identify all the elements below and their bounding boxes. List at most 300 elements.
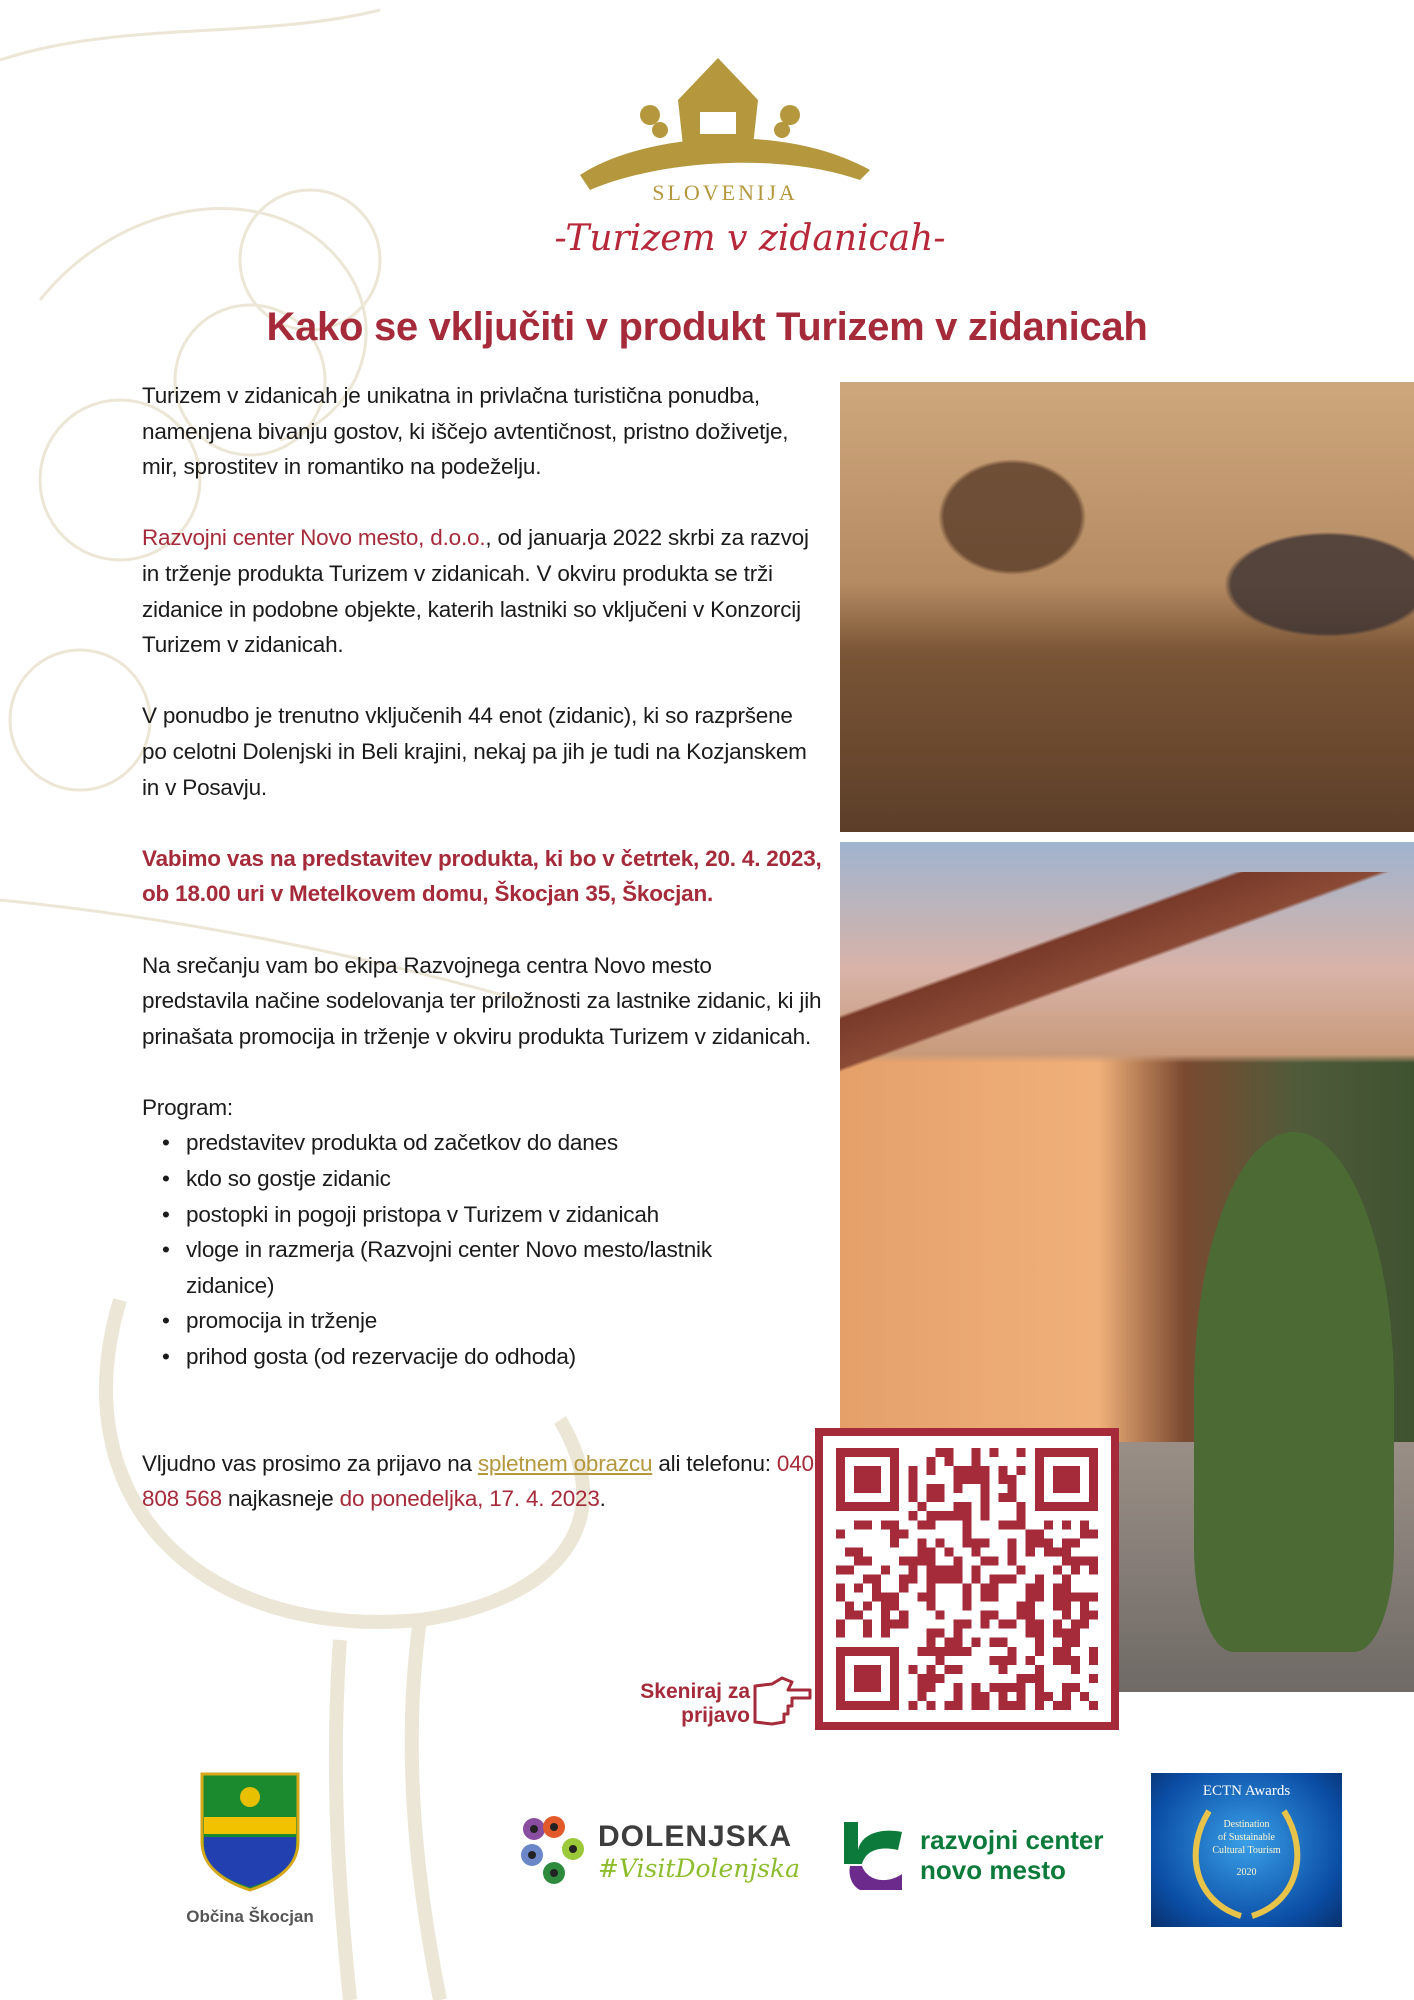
qr-module [863, 1665, 872, 1674]
qr-module [944, 1647, 953, 1656]
qr-module [926, 1520, 935, 1529]
program-item: • promocija in trženje [142, 1303, 822, 1339]
qr-module [881, 1448, 890, 1457]
qr-module [908, 1475, 917, 1484]
qr-module [926, 1602, 935, 1611]
qr-module [854, 1484, 863, 1493]
qr-module [1053, 1502, 1062, 1511]
qr-module [953, 1701, 962, 1710]
qr-module [990, 1574, 999, 1583]
qr-module [981, 1611, 990, 1620]
qr-module [1017, 1502, 1026, 1511]
qr-module [890, 1602, 899, 1611]
qr-module [890, 1466, 899, 1475]
qr-module [1062, 1683, 1071, 1692]
qr-module [890, 1665, 899, 1674]
organizer-text: , od januarja 2022 skrbi za razvoj in trženje produkta Turizem v zidanicah. V okviru produkta se trži zidanice in podobne objekte, katerih lastniki so vključeni v Konzorcij Turizem v zidanicah. [142, 525, 809, 658]
qr-module [1017, 1692, 1026, 1701]
signup-text: Vljudno vas prosimo za prijavo na [142, 1450, 478, 1476]
qr-module [953, 1565, 962, 1574]
qr-module [908, 1484, 917, 1493]
program-list [142, 1125, 822, 1374]
qr-module [872, 1484, 881, 1493]
qr-module [926, 1511, 935, 1520]
qr-module [836, 1656, 845, 1665]
qr-module [1080, 1529, 1089, 1538]
qr-module [1017, 1565, 1026, 1574]
qr-module [944, 1665, 953, 1674]
qr-module [863, 1574, 872, 1583]
qr-module [890, 1674, 899, 1683]
qr-module [981, 1493, 990, 1502]
qr-module [953, 1475, 962, 1484]
qr-module [881, 1701, 890, 1710]
qr-module [962, 1511, 971, 1520]
qr-module [1062, 1520, 1071, 1529]
qr-module [1062, 1466, 1071, 1475]
qr-module [836, 1620, 845, 1629]
qr-module [836, 1466, 845, 1475]
qr-module [1008, 1475, 1017, 1484]
rc-wordmark-line: novo mesto [920, 1855, 1066, 1885]
qr-module [1008, 1683, 1017, 1692]
qr-module [990, 1638, 999, 1647]
qr-module [872, 1475, 881, 1484]
qr-module [1062, 1611, 1071, 1620]
qr-module [1035, 1529, 1044, 1538]
qr-module [999, 1574, 1008, 1583]
qr-module [1062, 1584, 1071, 1593]
qr-module [1053, 1565, 1062, 1574]
dolenjska-wordmark: DOLENJSKA [598, 1819, 793, 1853]
qr-module [872, 1665, 881, 1674]
turizem-v-zidanicah-logo [500, 40, 1000, 270]
qr-module [962, 1647, 971, 1656]
qr-module [908, 1574, 917, 1583]
qr-module [999, 1665, 1008, 1674]
qr-module [953, 1502, 962, 1511]
qr-module [962, 1529, 971, 1538]
organizer-paragraph [142, 520, 822, 662]
qr-module [863, 1475, 872, 1484]
qr-module [881, 1565, 890, 1574]
qr-module [845, 1602, 854, 1611]
qr-module [854, 1611, 863, 1620]
qr-module [926, 1701, 935, 1710]
program-item: • vloge in razmerja (Razvojni center Novo mesto/lastnik zidanice) [142, 1232, 802, 1303]
qr-module [1026, 1674, 1035, 1683]
qr-module [1035, 1457, 1044, 1466]
scan-to-register-label [600, 1680, 750, 1728]
qr-module [917, 1692, 926, 1701]
qr-module [1071, 1656, 1080, 1665]
program-item: • prihod gosta (od rezervacije do odhoda) [142, 1339, 822, 1375]
rc-wordmark-line: razvojni center [920, 1825, 1104, 1855]
qr-module [836, 1448, 845, 1457]
qr-module [1035, 1593, 1044, 1602]
qr-module [1053, 1656, 1062, 1665]
qr-module [1044, 1502, 1053, 1511]
qr-module [890, 1484, 899, 1493]
phone-number: 040 808 568 [142, 1450, 814, 1512]
qr-module [990, 1448, 999, 1457]
qr-module [908, 1511, 917, 1520]
qr-module [935, 1511, 944, 1520]
qr-module [1080, 1620, 1089, 1629]
qr-module [1053, 1593, 1062, 1602]
qr-module [1062, 1692, 1071, 1701]
signup-text: . [599, 1486, 606, 1512]
qr-module [1089, 1475, 1098, 1484]
qr-module [926, 1647, 935, 1656]
qr-module [1035, 1647, 1044, 1656]
qr-module [962, 1602, 971, 1611]
qr-module [917, 1683, 926, 1692]
qr-module [872, 1593, 881, 1602]
qr-module [1062, 1602, 1071, 1611]
qr-module [1062, 1647, 1071, 1656]
qr-module [990, 1683, 999, 1692]
skocjan-coat-of-arms-icon [200, 1772, 300, 1892]
qr-module [845, 1647, 854, 1656]
qr-module [890, 1457, 899, 1466]
qr-module [854, 1584, 863, 1593]
qr-module [1080, 1611, 1089, 1620]
qr-module [1089, 1593, 1098, 1602]
rc-monogram-icon [840, 1820, 904, 1890]
qr-module [854, 1674, 863, 1683]
qr-module [1080, 1502, 1089, 1511]
qr-module [1017, 1611, 1026, 1620]
qr-module [953, 1683, 962, 1692]
qr-module [981, 1511, 990, 1520]
qr-module [1026, 1529, 1035, 1538]
qr-module [972, 1574, 981, 1583]
qr-module [890, 1493, 899, 1502]
qr-module [972, 1565, 981, 1574]
qr-module [908, 1701, 917, 1710]
qr-module [1080, 1448, 1089, 1457]
qr-module [1017, 1602, 1026, 1611]
qr-module [944, 1701, 953, 1710]
program-item: • postopki in pogoji pristopa v Turizem v zidanicah [142, 1197, 822, 1233]
qr-module [836, 1665, 845, 1674]
signup-form-link[interactable]: spletnem obrazcu [477, 1450, 653, 1476]
qr-module [981, 1538, 990, 1547]
qr-module [926, 1547, 935, 1556]
qr-module [1035, 1665, 1044, 1674]
laurel-wreath-icon [1179, 1801, 1314, 1921]
qr-module [890, 1647, 899, 1656]
qr-module [1089, 1611, 1098, 1620]
qr-module [926, 1665, 935, 1674]
qr-module [1035, 1493, 1044, 1502]
qr-module [1089, 1556, 1098, 1565]
qr-module [926, 1683, 935, 1692]
qr-module [1089, 1493, 1098, 1502]
qr-module [972, 1701, 981, 1710]
qr-module [926, 1556, 935, 1565]
qr-module [881, 1620, 890, 1629]
qr-module [981, 1620, 990, 1629]
qr-module [890, 1520, 899, 1529]
qr-module [836, 1584, 845, 1593]
qr-module [926, 1466, 935, 1475]
qr-module [1044, 1547, 1053, 1556]
qr-module [999, 1701, 1008, 1710]
qr-module [935, 1538, 944, 1547]
qr-module [1017, 1511, 1026, 1520]
qr-module [1026, 1656, 1035, 1665]
qr-module [935, 1611, 944, 1620]
qr-module [999, 1475, 1008, 1484]
qr-module [1026, 1538, 1035, 1547]
qr-module [854, 1556, 863, 1565]
ectn-line: of Sustainable [1218, 1832, 1275, 1843]
qr-module [972, 1638, 981, 1647]
program-label: Program: [142, 1094, 233, 1120]
qr-module [926, 1493, 935, 1502]
qr-module [944, 1448, 953, 1457]
qr-module [1062, 1593, 1071, 1602]
qr-module [1089, 1457, 1098, 1466]
qr-module [881, 1629, 890, 1638]
qr-module [890, 1448, 899, 1457]
qr-module [1089, 1529, 1098, 1538]
qr-module [1035, 1674, 1044, 1683]
qr-module [899, 1556, 908, 1565]
qr-module [962, 1538, 971, 1547]
qr-module [890, 1502, 899, 1511]
qr-module [854, 1466, 863, 1475]
qr-module [863, 1674, 872, 1683]
scan-label-line: Skeniraj za [640, 1680, 750, 1703]
qr-module [981, 1466, 990, 1475]
qr-module [1062, 1475, 1071, 1484]
qr-module [1035, 1574, 1044, 1583]
main-text-column [142, 378, 822, 1552]
qr-module [999, 1656, 1008, 1665]
qr-module [836, 1701, 845, 1710]
qr-module [1035, 1538, 1044, 1547]
qr-module [872, 1647, 881, 1656]
qr-module [1053, 1448, 1062, 1457]
qr-module [926, 1638, 935, 1647]
units-paragraph: V ponudbo je trenutno vključenih 44 enot (zidanic), ki so razpršene po celotni Dolenjski in Beli krajini, nekaj pa jih je tudi na Kozjanskem in v Posavju. [142, 703, 807, 800]
qr-module [908, 1493, 917, 1502]
qr-module [990, 1556, 999, 1565]
qr-module [953, 1556, 962, 1565]
qr-module [962, 1466, 971, 1475]
qr-module [881, 1502, 890, 1511]
qr-module [863, 1629, 872, 1638]
qr-module [944, 1511, 953, 1520]
qr-module [863, 1502, 872, 1511]
qr-module [854, 1701, 863, 1710]
qr-module [953, 1629, 962, 1638]
qr-module [981, 1584, 990, 1593]
qr-module [836, 1683, 845, 1692]
qr-module [953, 1574, 962, 1583]
qr-module [1035, 1620, 1044, 1629]
qr-module [926, 1629, 935, 1638]
visit-dolenjska-logo [518, 1815, 800, 1887]
qr-module [926, 1457, 935, 1466]
qr-module [854, 1665, 863, 1674]
page-title: Kako se vključiti v produkt Turizem v zidanicah [266, 305, 1148, 349]
qr-module [863, 1520, 872, 1529]
qr-module [962, 1620, 971, 1629]
qr-module [890, 1538, 899, 1547]
qr-module [972, 1475, 981, 1484]
qr-module [890, 1620, 899, 1629]
qr-module [890, 1683, 899, 1692]
qr-module [1071, 1502, 1080, 1511]
qr-module [1017, 1674, 1026, 1683]
qr-module [962, 1502, 971, 1511]
program-section [142, 1090, 822, 1375]
qr-module [1035, 1683, 1044, 1692]
qr-module [899, 1574, 908, 1583]
qr-module [1062, 1448, 1071, 1457]
qr-module [972, 1547, 981, 1556]
qr-module [854, 1683, 863, 1692]
qr-module [1035, 1584, 1044, 1593]
qr-module [935, 1647, 944, 1656]
qr-module [1071, 1683, 1080, 1692]
obcina-skocjan-logo [185, 1772, 315, 1927]
qr-module [854, 1475, 863, 1484]
qr-module [972, 1538, 981, 1547]
qr-module [1089, 1466, 1098, 1475]
invitation-paragraph: Vabimo vas na predstavitev produkta, ki bo v četrtek, 20. 4. 2023, ob 18.00 uri v Metelkovem domu, Škocjan 35, Škocjan. [142, 845, 822, 907]
qr-module [944, 1547, 953, 1556]
qr-module [972, 1448, 981, 1457]
qr-module [926, 1574, 935, 1583]
qr-module [872, 1584, 881, 1593]
qr-module [1062, 1556, 1071, 1565]
qr-module [1080, 1593, 1089, 1602]
qr-module [1044, 1538, 1053, 1547]
qr-module [1071, 1484, 1080, 1493]
qr-module [1017, 1520, 1026, 1529]
qr-module [1017, 1701, 1026, 1710]
qr-module [845, 1547, 854, 1556]
qr-module [1089, 1674, 1098, 1683]
qr-module [836, 1692, 845, 1701]
couple-dining-photo [840, 382, 1414, 832]
qr-module [854, 1547, 863, 1556]
qr-module [999, 1493, 1008, 1502]
qr-module [944, 1574, 953, 1583]
qr-module [1035, 1701, 1044, 1710]
qr-module [935, 1493, 944, 1502]
qr-module [845, 1701, 854, 1710]
qr-module [944, 1565, 953, 1574]
dolenjska-hashtag: #VisitDolenjska [598, 1853, 801, 1883]
qr-module [926, 1584, 935, 1593]
qr-module [1071, 1475, 1080, 1484]
qr-module [1071, 1638, 1080, 1647]
qr-module [953, 1638, 962, 1647]
qr-module [836, 1565, 845, 1574]
ectn-title: ECTN Awards [1202, 1783, 1291, 1799]
meeting-paragraph: Na srečanju vam bo ekipa Razvojnega centra Novo mesto predstavila načine sodelovanja ter priložnosti za lastnike zidanic, ki jih prinašata promocija in trženje v okviru produkta Turizem v zidanicah. [142, 952, 822, 1049]
qr-module [1062, 1629, 1071, 1638]
qr-module [881, 1593, 890, 1602]
qr-module [1044, 1448, 1053, 1457]
qr-module [1026, 1547, 1035, 1556]
ectn-award-badge [1151, 1773, 1342, 1927]
dolenjska-eyes-icon [518, 1815, 590, 1887]
qr-module [1062, 1574, 1071, 1583]
qr-module [972, 1692, 981, 1701]
qr-module [1008, 1574, 1017, 1583]
qr-module [935, 1565, 944, 1574]
qr-module [1017, 1466, 1026, 1475]
qr-module [1053, 1701, 1062, 1710]
qr-module [1008, 1493, 1017, 1502]
program-item: • predstavitev produkta od začetkov do danes [142, 1125, 822, 1161]
qr-module [1089, 1647, 1098, 1656]
qr-module [917, 1647, 926, 1656]
qr-module [917, 1593, 926, 1602]
qr-module [1053, 1629, 1062, 1638]
qr-module [1089, 1656, 1098, 1665]
qr-module [1035, 1502, 1044, 1511]
qr-module [962, 1584, 971, 1593]
qr-module [917, 1547, 926, 1556]
qr-module [890, 1593, 899, 1602]
program-item: • kdo so gostje zidanic [142, 1161, 822, 1197]
qr-module [1062, 1638, 1071, 1647]
qr-module [1071, 1620, 1080, 1629]
qr-module [981, 1692, 990, 1701]
qr-module [908, 1556, 917, 1565]
svg-text:-Turizem v zidanicah-: -Turizem v zidanicah- [554, 218, 946, 259]
qr-module [917, 1502, 926, 1511]
qr-module [863, 1683, 872, 1692]
qr-module [872, 1701, 881, 1710]
qr-module [1071, 1593, 1080, 1602]
signup-qr-code[interactable] [815, 1428, 1119, 1730]
qr-module [926, 1484, 935, 1493]
skocjan-label: Občina Škocjan [186, 1907, 314, 1926]
deadline: do ponedeljka, 17. 4. 2023 [339, 1486, 600, 1512]
qr-module [1071, 1538, 1080, 1547]
qr-module [926, 1674, 935, 1683]
qr-module [890, 1529, 899, 1538]
qr-module [836, 1484, 845, 1493]
qr-module [872, 1574, 881, 1583]
qr-module [1008, 1656, 1017, 1665]
qr-module [1026, 1602, 1035, 1611]
qr-module [863, 1484, 872, 1493]
qr-module [863, 1701, 872, 1710]
qr-module [990, 1656, 999, 1665]
qr-module [1035, 1692, 1044, 1701]
qr-module [881, 1647, 890, 1656]
signup-text: ali telefonu: [652, 1450, 777, 1476]
qr-module [1071, 1665, 1080, 1674]
qr-module [854, 1448, 863, 1457]
qr-module [953, 1511, 962, 1520]
qr-module [1053, 1647, 1062, 1656]
signup-text: najkasneje [221, 1486, 340, 1512]
qr-module [836, 1502, 845, 1511]
qr-module [908, 1466, 917, 1475]
qr-module [863, 1556, 872, 1565]
